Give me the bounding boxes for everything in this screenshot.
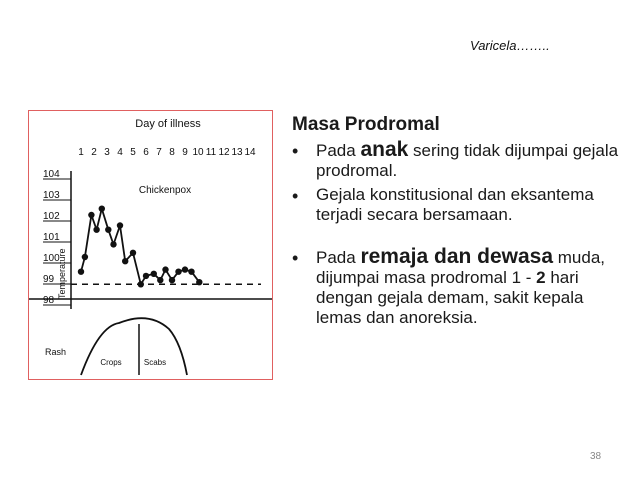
data-point <box>99 206 105 212</box>
day-tick-label: 2 <box>91 147 97 158</box>
bullet3-post: hari dengan gejala demam, sakit kepala lemas dan anoreksia. <box>316 268 584 327</box>
scabs-label: Scabs <box>143 358 167 367</box>
temp-tick-label: 101 <box>43 232 60 243</box>
temp-tick-label: 103 <box>43 190 60 201</box>
bullet-dot: • <box>292 141 299 161</box>
bullet1-post: sering tidak dijumpai gejala prodromal. <box>316 141 619 180</box>
bullet3-emphasis: remaja dan dewasa <box>360 245 554 268</box>
bullet-adolescents <box>292 247 622 328</box>
data-point <box>169 277 175 283</box>
data-point <box>110 241 116 247</box>
data-point <box>188 269 194 275</box>
rash-curve <box>81 318 187 375</box>
day-tick-label: 12 <box>218 147 230 158</box>
data-point <box>143 273 149 279</box>
data-point <box>93 227 99 233</box>
day-tick-label: 4 <box>117 147 123 158</box>
rash-arc <box>81 318 187 375</box>
bullet-dot: • <box>292 186 299 206</box>
data-point <box>196 279 202 285</box>
bullet3-number: 2 <box>536 268 546 287</box>
data-point <box>151 271 157 277</box>
chart-svg <box>29 111 272 379</box>
day-axis-title: Day of illness <box>135 118 201 130</box>
temp-tick-label: 99 <box>43 274 55 285</box>
data-point <box>82 254 88 260</box>
page-number: 38 <box>590 451 602 462</box>
data-point <box>130 250 136 256</box>
day-tick-label: 9 <box>182 147 188 158</box>
data-point <box>88 212 94 218</box>
data-point <box>105 227 111 233</box>
bullet3-pre: Pada <box>316 248 361 267</box>
slide-header-title: Varicela…….. <box>470 38 550 53</box>
day-tick-label: 11 <box>205 147 217 158</box>
section-heading: Masa Prodromal <box>292 114 440 135</box>
data-point <box>138 281 144 287</box>
bullet1-pre: Pada <box>316 141 361 160</box>
temp-tick-label: 102 <box>43 211 60 222</box>
temperature-axis-title: Temperature <box>57 248 67 299</box>
temp-tick-label: 98 <box>43 295 55 306</box>
rash-label: Rash <box>45 347 67 357</box>
day-tick-label: 7 <box>156 147 162 158</box>
bullet-children <box>292 140 622 181</box>
bullet3-mid: muda, dijumpai masa prodromal 1 - <box>316 248 606 287</box>
data-point <box>162 266 168 272</box>
data-point <box>117 222 123 228</box>
day-tick-label: 6 <box>143 147 149 158</box>
slide-content <box>292 114 622 328</box>
chickenpox-label: Chickenpox <box>138 185 192 196</box>
day-tick-label: 3 <box>104 147 110 158</box>
bullet-constitutional <box>292 185 622 225</box>
data-point <box>122 258 128 264</box>
data-point <box>157 277 163 283</box>
day-tick-label: 8 <box>169 147 175 158</box>
bullet2-text: Gejala konstitusional dan eksantema terjadi secara bersamaan. <box>316 185 594 224</box>
temp-tick-label: 100 <box>43 253 60 264</box>
chickenpox-series <box>78 206 203 288</box>
day-ticks <box>78 147 256 158</box>
crops-label: Crops <box>100 358 122 367</box>
chickenpox-fever-chart <box>28 110 273 380</box>
bullet-dot: • <box>292 248 299 268</box>
temp-tick-label: 104 <box>43 169 60 180</box>
data-point <box>182 266 188 272</box>
day-tick-label: 5 <box>130 147 136 158</box>
day-tick-label: 14 <box>244 147 256 158</box>
day-tick-label: 13 <box>231 147 243 158</box>
series-line <box>81 209 199 285</box>
data-point <box>175 269 181 275</box>
day-tick-label: 10 <box>192 147 204 158</box>
bullet1-emphasis: anak <box>360 138 409 161</box>
day-tick-label: 1 <box>78 147 84 158</box>
data-point <box>78 269 84 275</box>
